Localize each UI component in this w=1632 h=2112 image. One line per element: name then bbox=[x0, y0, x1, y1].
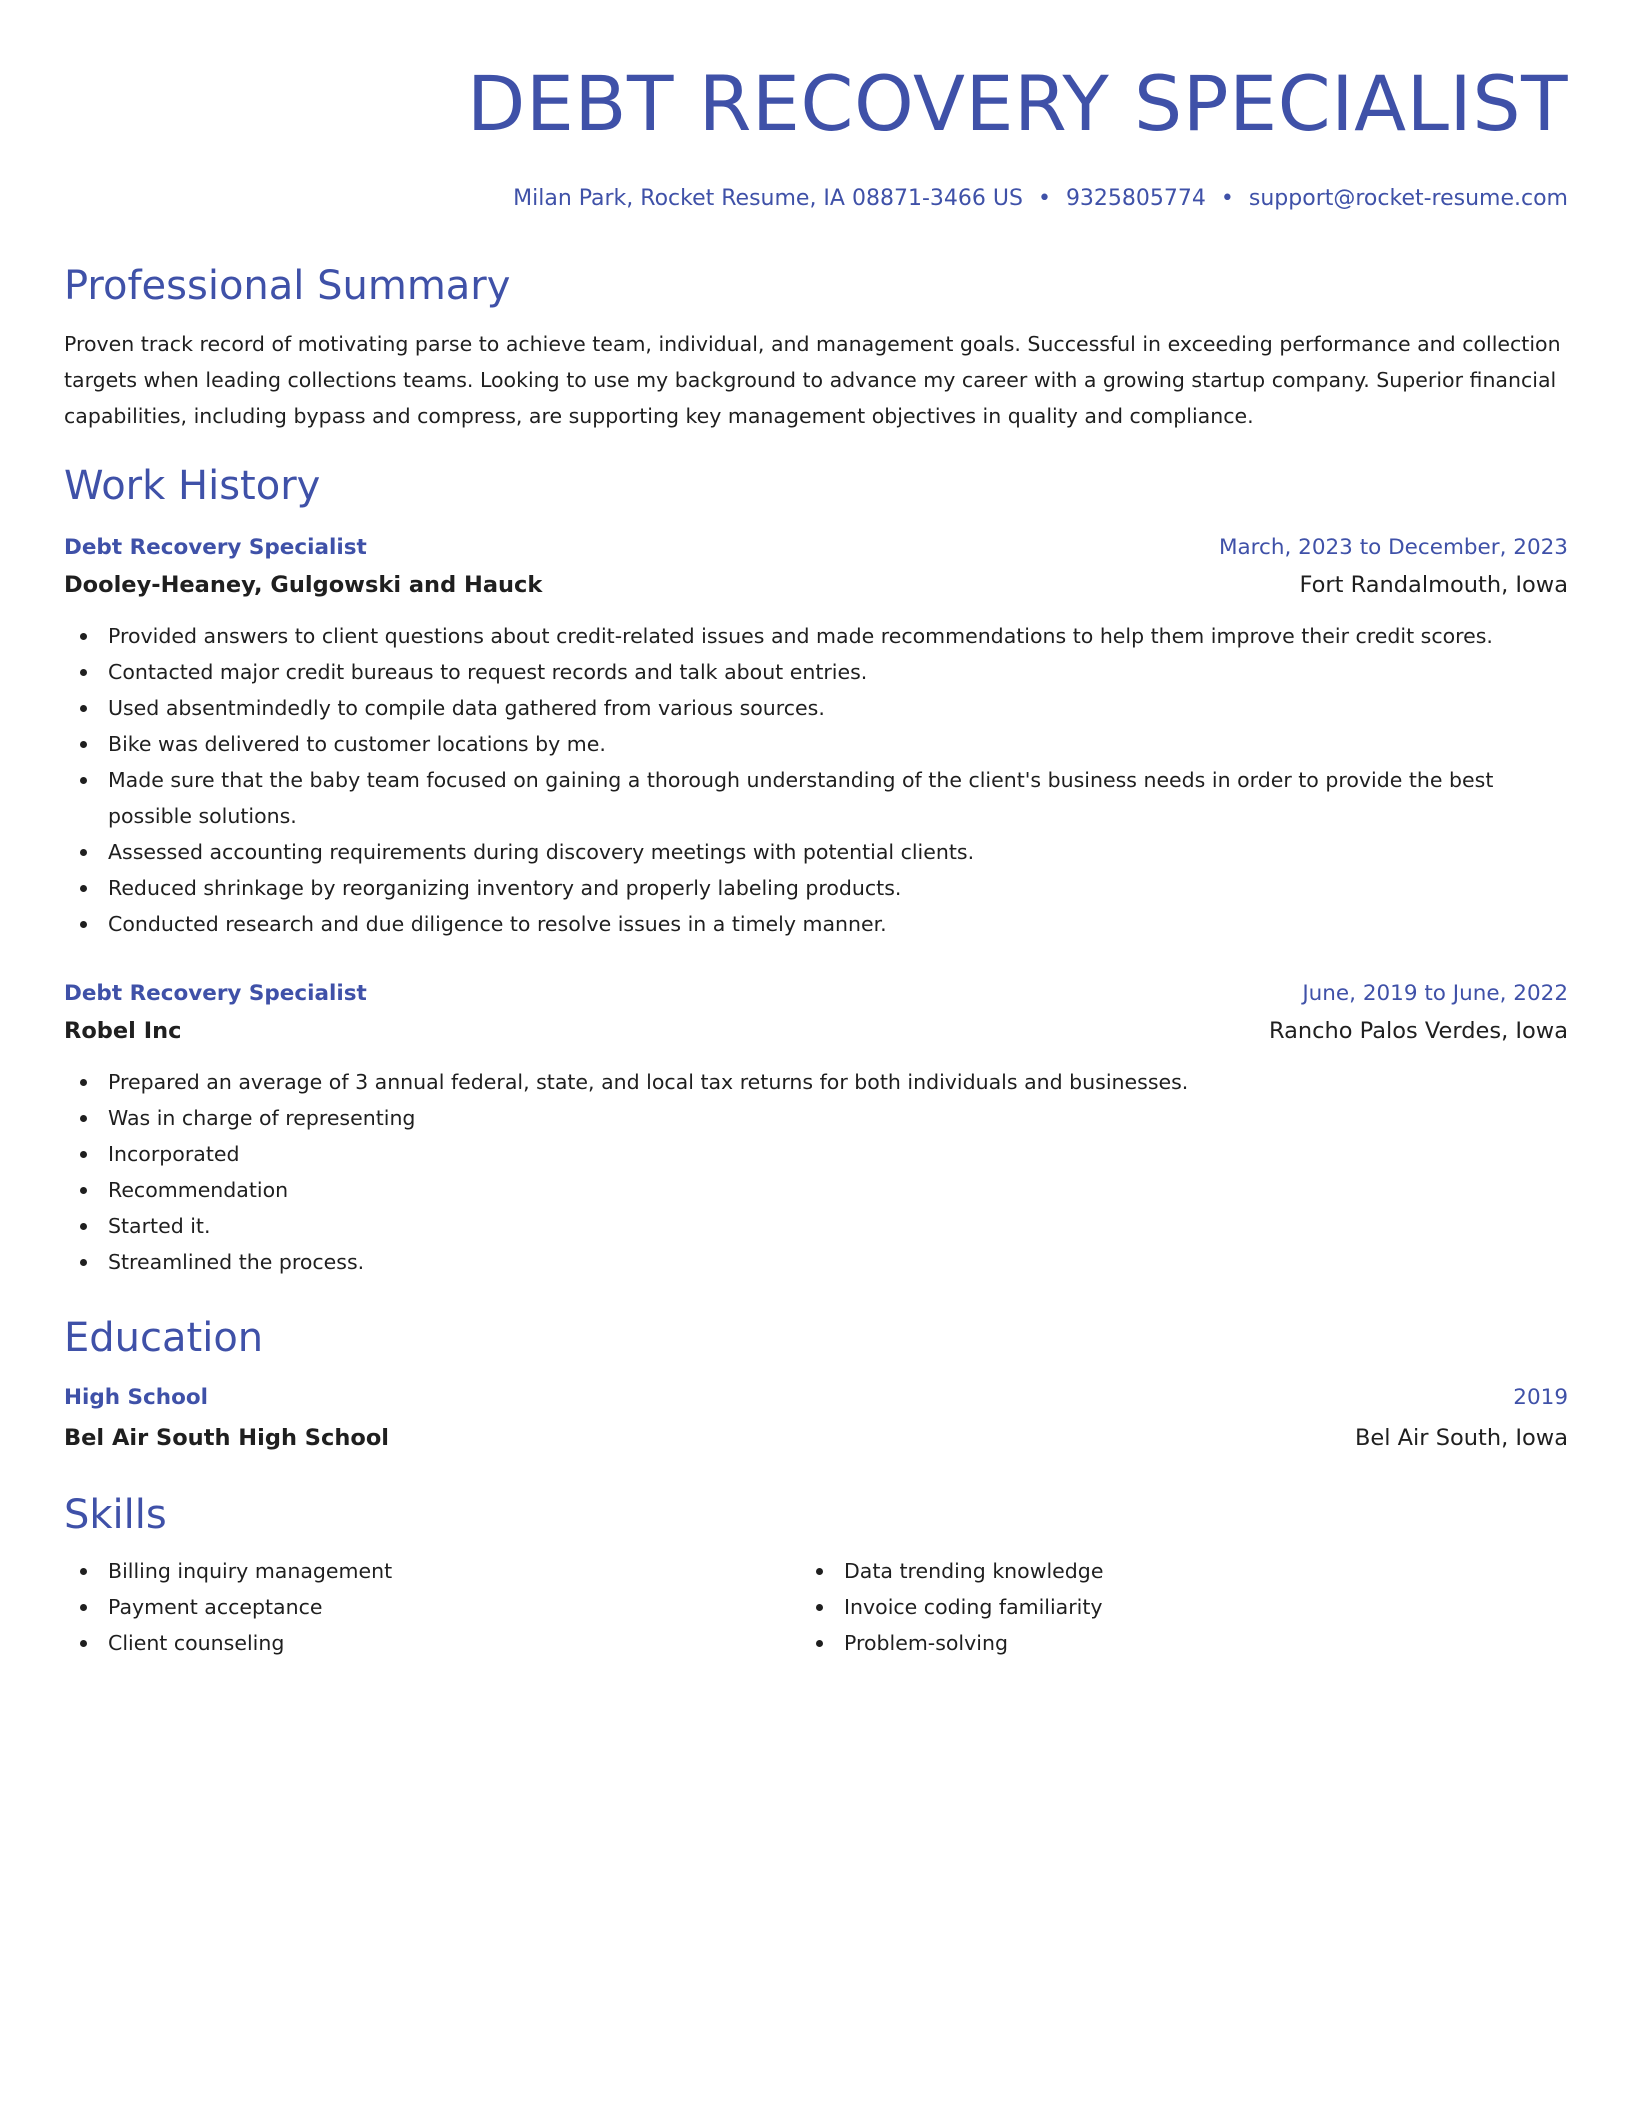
job-location: Fort Randalmouth, Iowa bbox=[1299, 572, 1568, 598]
job-bullets bbox=[64, 618, 1568, 942]
contact-separator: • bbox=[1037, 186, 1051, 211]
candidate-title: DEBT RECOVERY SPECIALIST bbox=[466, 59, 1568, 148]
job-header-row bbox=[64, 976, 1568, 1012]
job-company: Dooley-Heaney, Gulgowski and Hauck bbox=[64, 572, 543, 598]
education-year: 2019 bbox=[1513, 1385, 1568, 1410]
job-company-row bbox=[64, 566, 1568, 604]
job-entry bbox=[64, 530, 1568, 942]
job-company: Robel Inc bbox=[64, 1018, 182, 1044]
list-item: Incorporated bbox=[64, 1136, 1568, 1172]
skills-list bbox=[800, 1553, 1536, 1661]
education-section bbox=[64, 1312, 1568, 1457]
skill-item: Data trending knowledge bbox=[800, 1553, 1536, 1589]
list-item: Prepared an average of 3 annual federal, state, and local tax returns for both individuals and businesses. bbox=[64, 1064, 1568, 1100]
job-header-row bbox=[64, 530, 1568, 566]
job-company-row bbox=[64, 1012, 1568, 1050]
skill-item: Payment acceptance bbox=[64, 1589, 800, 1625]
skill-item: Client counseling bbox=[64, 1625, 800, 1661]
list-item: Used absentmindedly to compile data gathered from various sources. bbox=[64, 690, 1568, 726]
resume-header bbox=[64, 0, 1568, 214]
contact-address: Milan Park, Rocket Resume, IA 08871-3466 US bbox=[513, 186, 1023, 211]
education-school-row bbox=[64, 1419, 1568, 1457]
list-item: Started it. bbox=[64, 1208, 1568, 1244]
job-role: Debt Recovery Specialist bbox=[64, 981, 367, 1006]
education-entry bbox=[64, 1380, 1568, 1457]
skill-item: Problem-solving bbox=[800, 1625, 1536, 1661]
list-item: Contacted major credit bureaus to request records and talk about entries. bbox=[64, 654, 1568, 690]
list-item: Provided answers to client questions about credit-related issues and made recommendations to help them improve their credit scores. bbox=[64, 618, 1568, 654]
skills-list bbox=[64, 1553, 800, 1661]
job-role: Debt Recovery Specialist bbox=[64, 535, 367, 560]
job-bullets bbox=[64, 1064, 1568, 1280]
contact-line bbox=[64, 184, 1568, 214]
skills-column-right bbox=[800, 1553, 1536, 1661]
education-header-row bbox=[64, 1380, 1568, 1416]
skill-item: Invoice coding familiarity bbox=[800, 1589, 1536, 1625]
skills-column-left bbox=[64, 1553, 800, 1661]
section-heading: Skills bbox=[64, 1492, 167, 1538]
section-heading: Professional Summary bbox=[64, 263, 511, 309]
work-history-section bbox=[64, 460, 1568, 1280]
list-item: Conducted research and due diligence to resolve issues in a timely manner. bbox=[64, 906, 1568, 942]
contact-separator: • bbox=[1220, 186, 1234, 211]
education-degree: High School bbox=[64, 1385, 208, 1410]
job-dates: June, 2019 to June, 2022 bbox=[1302, 981, 1568, 1006]
contact-phone: 9325805774 bbox=[1065, 186, 1206, 211]
professional-summary-section bbox=[64, 260, 1568, 434]
list-item: Streamlined the process. bbox=[64, 1244, 1568, 1280]
job-entry bbox=[64, 976, 1568, 1280]
summary-text: Proven track record of motivating parse to achieve team, individual, and management goals. Successful in exceeding performance and collection targets when leading collections teams. Looking to use my background to advance my career with a growing startup company. Superior financial capabilities, including bypass and compress, are supporting key management objectives in quality and compliance. bbox=[64, 332, 1561, 428]
job-dates: March, 2023 to December, 2023 bbox=[1218, 535, 1568, 560]
contact-email: support@rocket-resume.com bbox=[1248, 186, 1568, 211]
list-item: Bike was delivered to customer locations by me. bbox=[64, 726, 1568, 762]
list-item: Was in charge of representing bbox=[64, 1100, 1568, 1136]
section-heading: Work History bbox=[64, 463, 321, 509]
skills-section bbox=[64, 1489, 1568, 1661]
list-item: Assessed accounting requirements during discovery meetings with potential clients. bbox=[64, 834, 1568, 870]
education-location: Bel Air South, Iowa bbox=[1354, 1425, 1568, 1451]
list-item: Made sure that the baby team focused on gaining a thorough understanding of the client's business needs in order to provide the best possible solutions. bbox=[64, 762, 1568, 834]
skills-grid bbox=[64, 1553, 1568, 1661]
skill-item: Billing inquiry management bbox=[64, 1553, 800, 1589]
list-item: Recommendation bbox=[64, 1172, 1568, 1208]
list-item: Reduced shrinkage by reorganizing inventory and properly labeling products. bbox=[64, 870, 1568, 906]
section-heading: Education bbox=[64, 1315, 264, 1361]
job-location: Rancho Palos Verdes, Iowa bbox=[1268, 1018, 1568, 1044]
education-school: Bel Air South High School bbox=[64, 1425, 389, 1451]
